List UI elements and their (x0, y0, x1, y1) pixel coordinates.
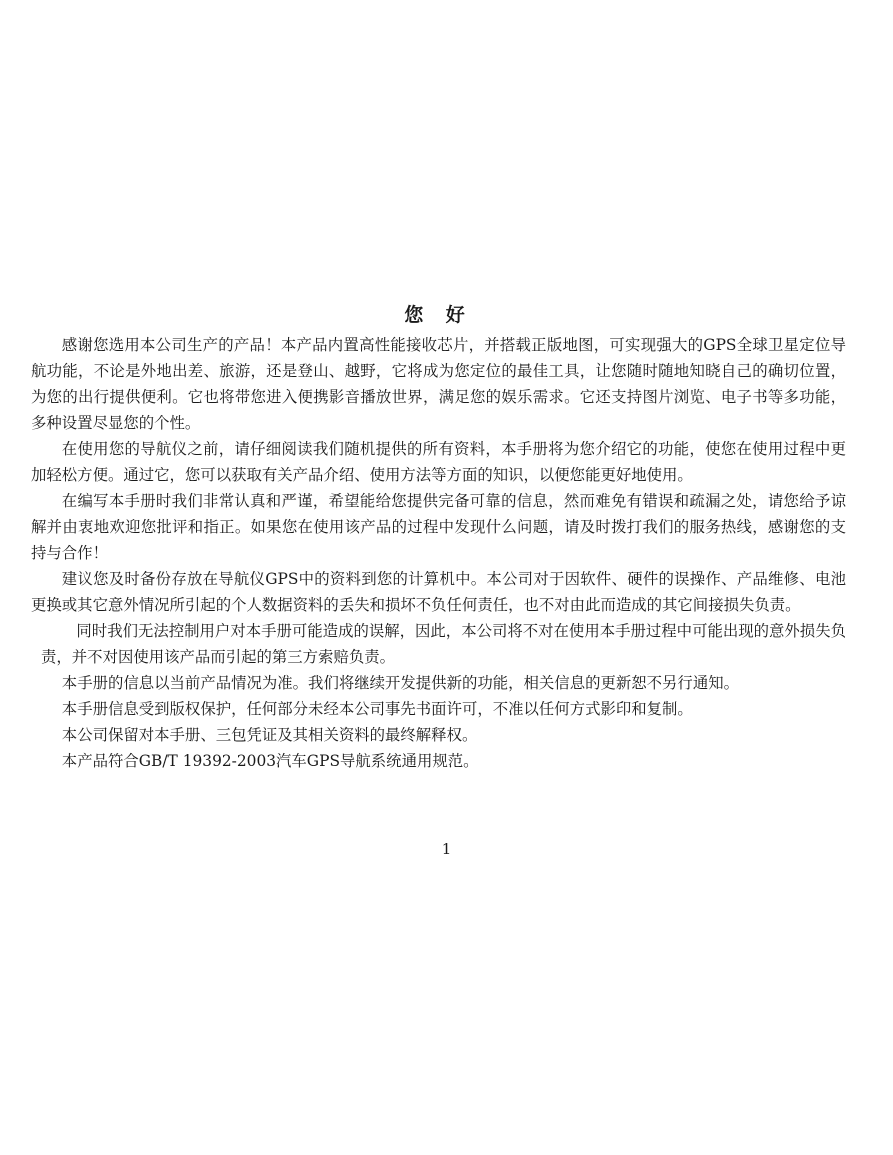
page-title: 您 好 (404, 304, 473, 326)
paragraph-intro: 感谢您选用本公司生产的产品！本产品内置高性能接收芯片，并搭载正版地图，可实现强大的GPS全球卫星定位导航功能，不论是外地出差、旅游，还是登山、越野，它将成为您定位的最佳工具，让您随时随地知晓自己的确切位置，为您的出行提供便利。它也将带您进入便携影音播放世界，满足您的娱乐需求。它还支持图片浏览、电子书等多功能，多种设置尽显您的个性。 (31, 336, 846, 432)
paragraph-standard: 本产品符合GB/T 19392-2003汽车GPS导航系统通用规范。 (61, 752, 479, 770)
paragraph-copyright: 本手册信息受到版权保护，任何部分未经本公司事先书面许可，不准以任何方式影印和复制。 (61, 700, 693, 718)
document-page (31, 302, 846, 774)
paragraph-liability: 同时我们无法控制用户对本手册可能造成的误解，因此，本公司将不对在使用本手册过程中可能出现的意外损失负责，并不对因使用该产品而引起的第三方索赔负责。 (41, 622, 846, 666)
paragraph-interpretation: 本公司保留对本手册、三包凭证及其相关资料的最终解释权。 (61, 726, 478, 744)
paragraph-feedback: 在编写本手册时我们非常认真和严谨，希望能给您提供完备可靠的信息，然而难免有错误和疏漏之处，请您给予谅解并由衷地欢迎您批评和指正。如果您在使用该产品的过程中发现什么问题，请及时拨打我们的服务热线，感谢您的支持与合作！ (31, 492, 846, 562)
paragraph-usage: 在使用您的导航仪之前，请仔细阅读我们随机提供的所有资料，本手册将为您介绍它的功能，使您在使用过程中更加轻松方便。通过它，您可以获取有关产品介绍、使用方法等方面的知识，以便您能更好地使用。 (31, 440, 846, 484)
page-number: 1 (441, 840, 452, 858)
paragraph-updates: 本手册的信息以当前产品情况为准。我们将继续开发提供新的功能，相关信息的更新恕不另行通知。 (61, 674, 739, 692)
paragraph-backup: 建议您及时备份存放在导航仪GPS中的资料到您的计算机中。本公司对于因软件、硬件的误操作、产品维修、电池更换或其它意外情况所引起的个人数据资料的丢失和损坏不负任何责任，也不对由此而造成的其它间接损失负责。 (31, 570, 846, 614)
